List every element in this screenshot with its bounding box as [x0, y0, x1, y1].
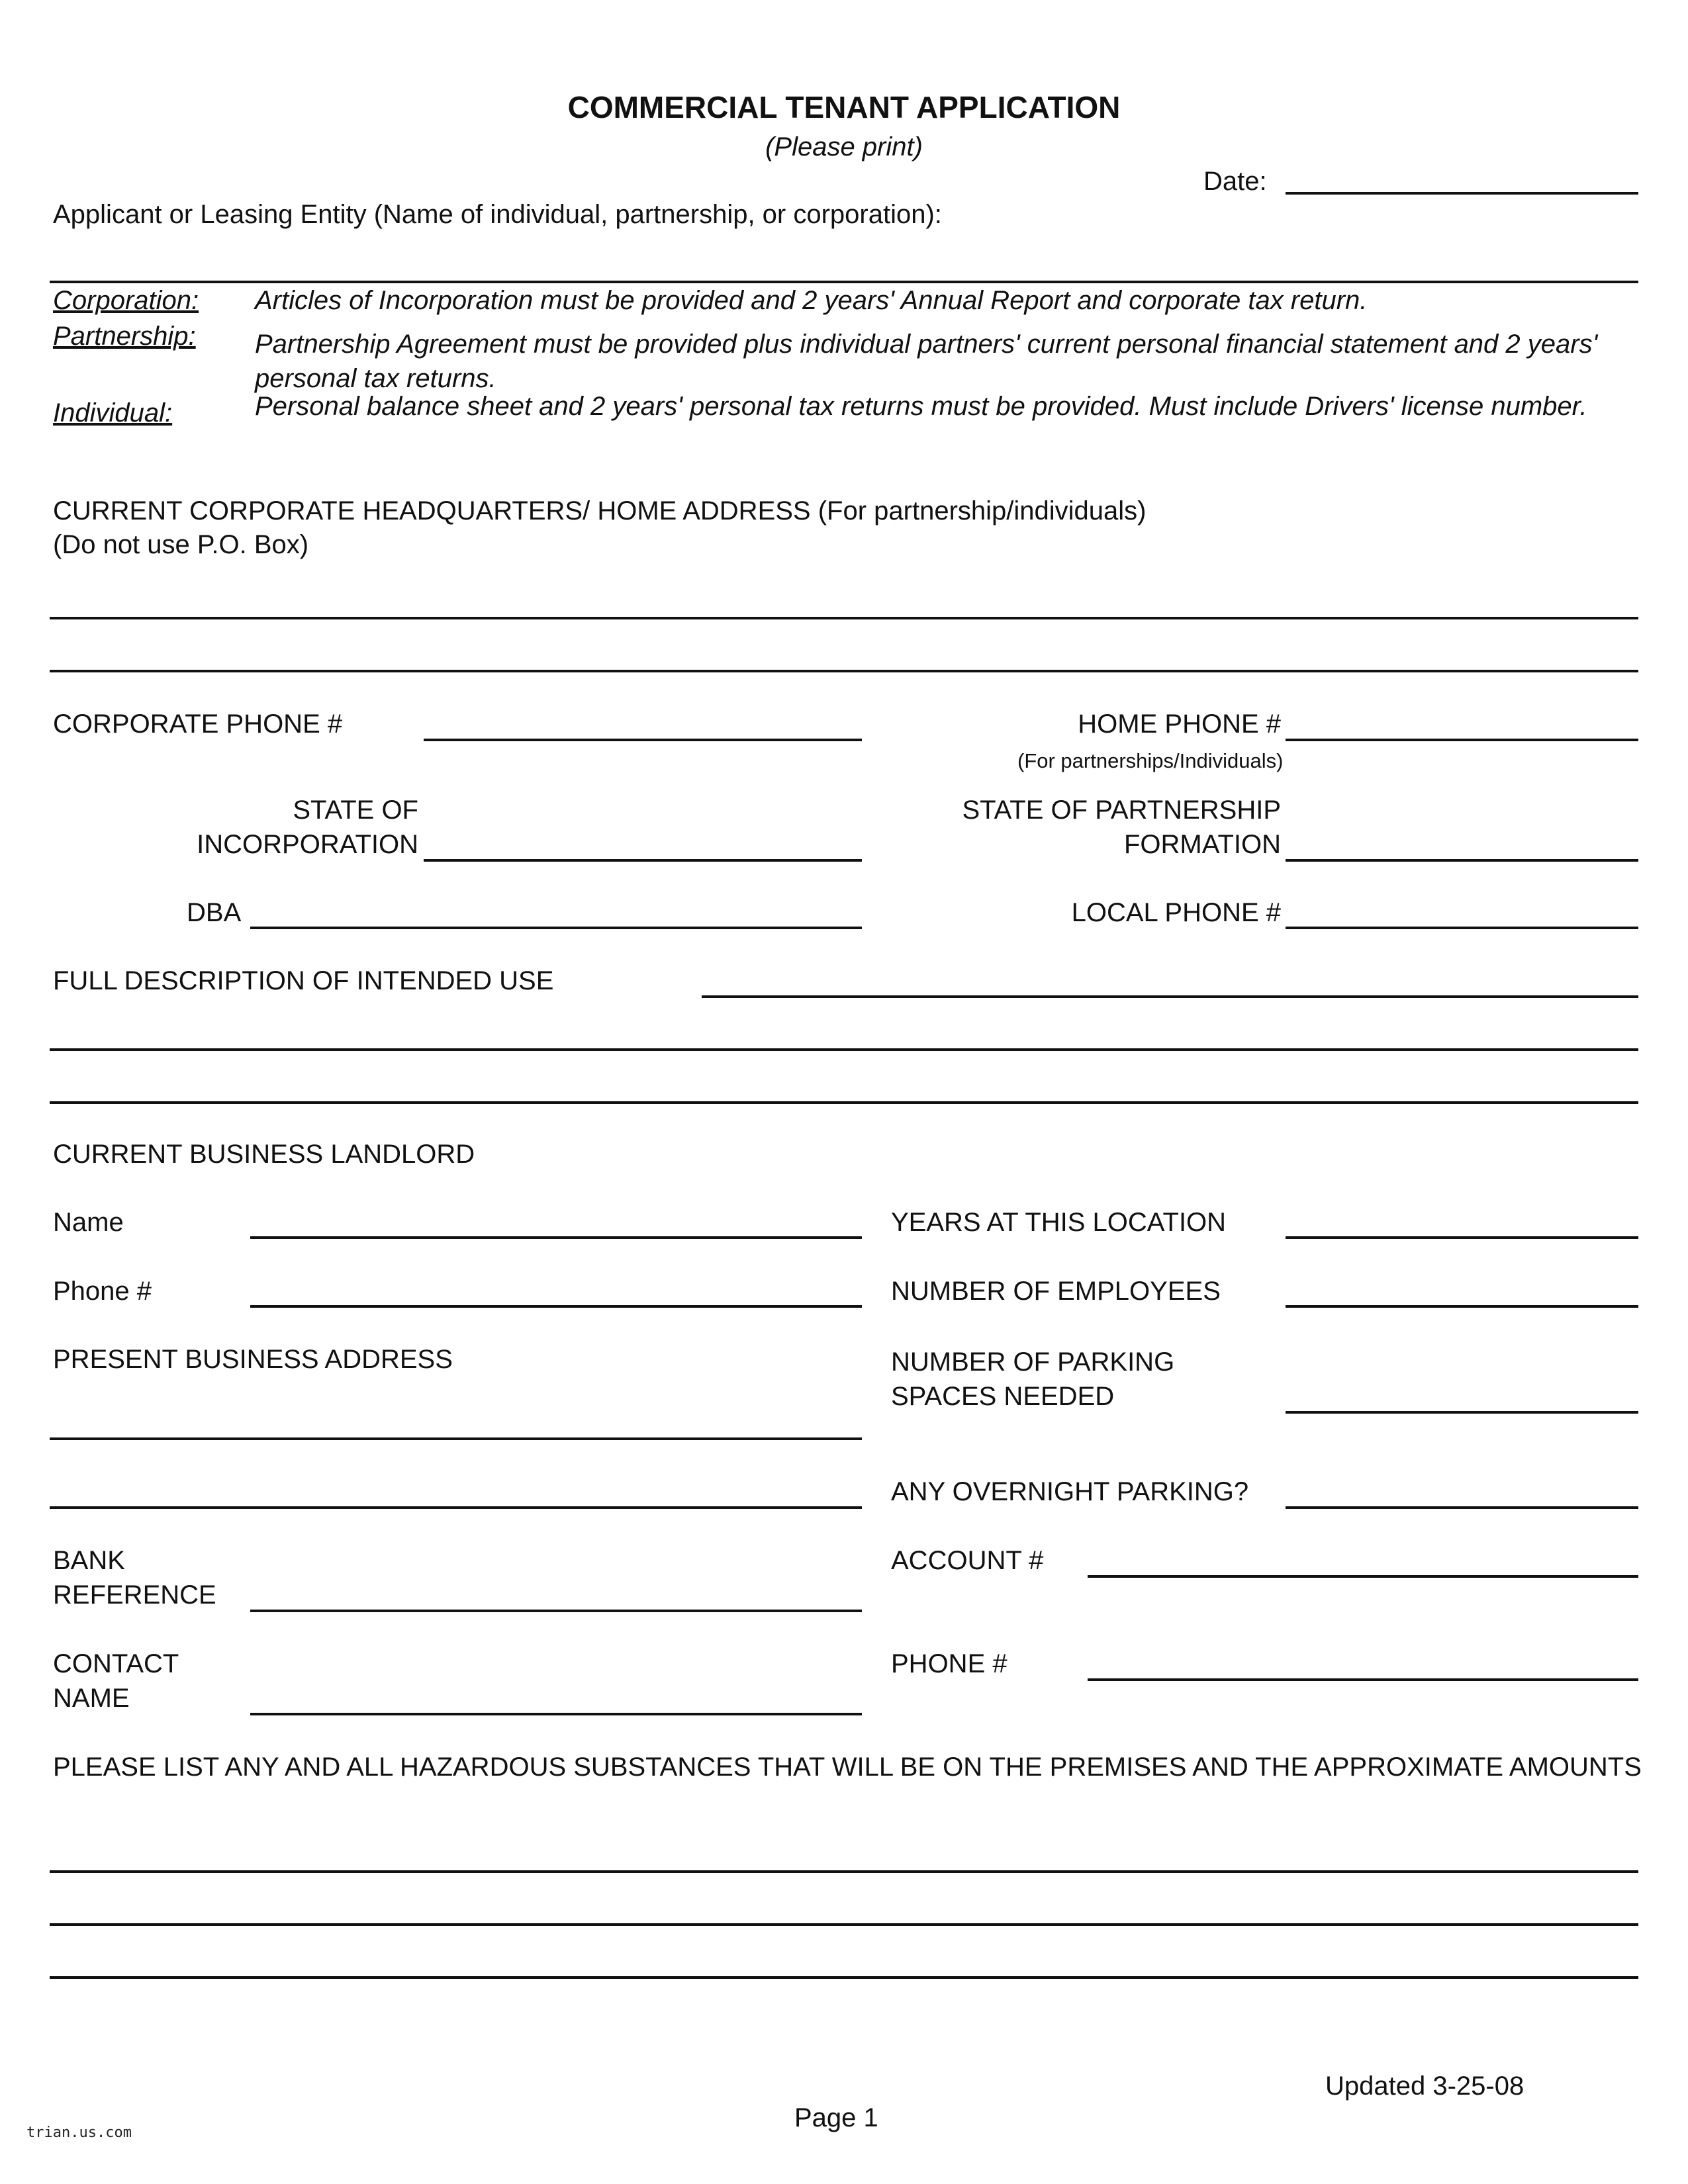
bank-reference-label-1: BANK	[53, 1546, 125, 1575]
date-field[interactable]	[1286, 192, 1638, 195]
state-partnership-label-2: FORMATION	[1123, 830, 1281, 859]
intended-use-line-2[interactable]	[50, 1048, 1638, 1051]
applicant-label: Applicant or Leasing Entity (Name of individual, partnership, or corporation):	[53, 200, 942, 229]
home-phone-field[interactable]	[1286, 739, 1638, 741]
dba-field[interactable]	[250, 927, 862, 929]
state-partnership-field[interactable]	[1286, 859, 1638, 862]
parking-label-2: SPACES NEEDED	[891, 1382, 1115, 1411]
dba-label: DBA	[187, 898, 242, 927]
contact-phone-label: PHONE #	[891, 1649, 1008, 1678]
landlord-section-label: CURRENT BUSINESS LANDLORD	[53, 1140, 475, 1169]
account-label: ACCOUNT #	[891, 1546, 1044, 1575]
years-location-label: YEARS AT THIS LOCATION	[891, 1208, 1227, 1237]
req-individual-label: Individual:	[53, 398, 173, 428]
local-phone-label: LOCAL PHONE #	[1071, 898, 1281, 927]
hazardous-line-3[interactable]	[50, 1976, 1638, 1979]
bank-reference-field[interactable]	[250, 1610, 862, 1612]
account-field[interactable]	[1088, 1575, 1638, 1578]
contact-name-label-2: NAME	[53, 1684, 130, 1713]
intended-use-line-3[interactable]	[50, 1101, 1638, 1104]
overnight-parking-field[interactable]	[1286, 1506, 1638, 1509]
req-individual-text: Personal balance sheet and 2 years' personal tax returns must be provided. Must include Drivers' license number.	[255, 392, 1587, 421]
updated-date: Updated 3-25-08	[1325, 2071, 1524, 2101]
hazardous-line-1[interactable]	[50, 1870, 1638, 1873]
employees-label: NUMBER OF EMPLOYEES	[891, 1277, 1221, 1306]
intended-use-label: FULL DESCRIPTION OF INTENDED USE	[53, 966, 554, 995]
employees-field[interactable]	[1286, 1305, 1638, 1308]
landlord-name-label: Name	[53, 1208, 124, 1237]
overnight-parking-label: ANY OVERNIGHT PARKING?	[891, 1477, 1249, 1506]
watermark: trian.us.com	[26, 2124, 132, 2141]
landlord-phone-field[interactable]	[250, 1305, 862, 1308]
corporate-phone-field[interactable]	[424, 739, 862, 741]
page-number: Page 1	[794, 2103, 878, 2132]
hazardous-label: PLEASE LIST ANY AND ALL HAZARDOUS SUBSTANCES THAT WILL BE ON THE PREMISES AND THE APPROXIMATE AMOUNTS	[53, 1752, 1642, 1782]
landlord-phone-label: Phone #	[53, 1277, 152, 1306]
hazardous-line-2[interactable]	[50, 1923, 1638, 1926]
present-address-label: PRESENT BUSINESS ADDRESS	[53, 1345, 453, 1374]
local-phone-field[interactable]	[1286, 927, 1638, 929]
contact-name-field[interactable]	[250, 1713, 862, 1715]
form-subtitle: (Please print)	[765, 132, 923, 161]
req-partnership-text: Partnership Agreement must be provided plus individual partners' current personal financial statement and 2 years' personal tax returns.	[255, 330, 1598, 393]
intended-use-field[interactable]	[702, 995, 1638, 998]
landlord-name-field[interactable]	[250, 1236, 862, 1239]
state-incorporation-field[interactable]	[424, 859, 862, 862]
applicant-field[interactable]	[50, 281, 1638, 283]
address-label: CURRENT CORPORATE HEADQUARTERS/ HOME ADDRESS (For partnership/individuals)	[53, 496, 1147, 525]
date-label: Date:	[1203, 167, 1267, 196]
parking-field[interactable]	[1286, 1411, 1638, 1414]
home-phone-label: HOME PHONE #	[1078, 709, 1281, 739]
req-corporation-label: Corporation:	[53, 286, 199, 315]
present-address-line-2[interactable]	[50, 1506, 862, 1509]
state-incorporation-label-2: INCORPORATION	[197, 830, 418, 859]
contact-phone-field[interactable]	[1088, 1678, 1638, 1681]
req-partnership-label: Partnership:	[53, 322, 196, 351]
present-address-line-1[interactable]	[50, 1437, 862, 1440]
address-line-2[interactable]	[50, 670, 1638, 672]
contact-name-label-1: CONTACT	[53, 1649, 179, 1678]
address-line-1[interactable]	[50, 617, 1638, 619]
parking-label-1: NUMBER OF PARKING	[891, 1347, 1175, 1377]
address-note: (Do not use P.O. Box)	[53, 530, 309, 559]
corporate-phone-label: CORPORATE PHONE #	[53, 709, 343, 739]
form-title: COMMERCIAL TENANT APPLICATION	[567, 90, 1121, 124]
state-incorporation-label-1: STATE OF	[293, 796, 418, 825]
years-location-field[interactable]	[1286, 1236, 1638, 1239]
state-partnership-label-1: STATE OF PARTNERSHIP	[962, 796, 1281, 825]
home-phone-note: (For partnerships/Individuals)	[1017, 749, 1284, 772]
bank-reference-label-2: REFERENCE	[53, 1580, 216, 1610]
req-corporation-text: Articles of Incorporation must be provided and 2 years' Annual Report and corporate tax return.	[255, 286, 1368, 315]
